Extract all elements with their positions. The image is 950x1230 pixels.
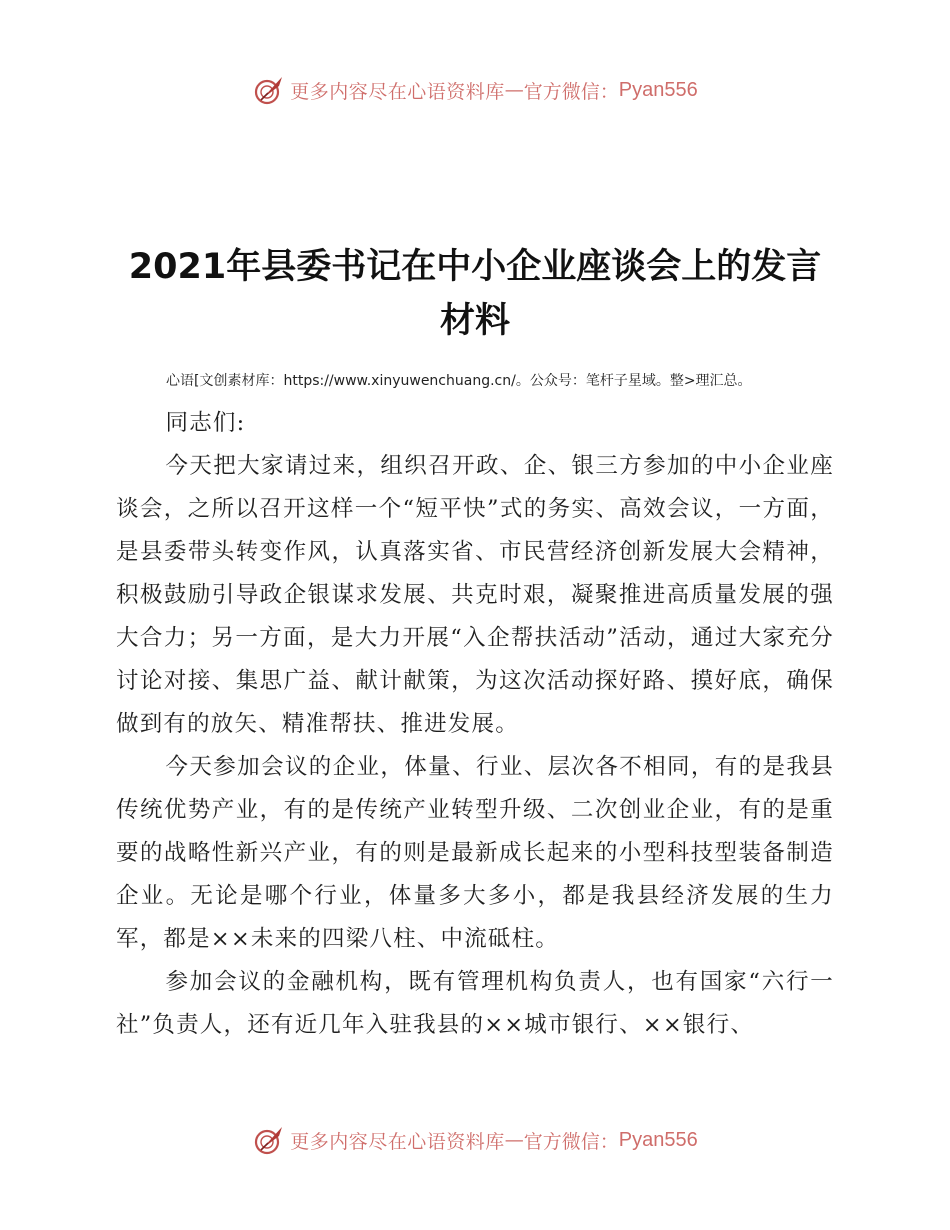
header-watermark-banner [0,68,950,112]
banner-wechat-label: 官方微信： [523,1130,619,1153]
quill-logo-icon [252,1123,286,1157]
banner-wechat-id: Pyan556 [618,78,698,101]
greeting: 同志们: [165,410,246,436]
document-title: 2021年县委书记在中小企业座谈会上的发言材料 [128,247,822,341]
paragraph-1: 今天把大家请过来，组织召开政、企、银三方参加的中小企业座谈会，之所以召开这样一个“短平快”式的务实、高效会议，一方面，是县委带头转变作风，认真落实省、市民营经济创新发展大会精神，积极鼓励引导政企银谋求发展、共克时艰，凝聚推进高质量发展的强大合力；另一方面，是大力开展“入企帮扶活动”活动，通过大家充分讨论对接、集思广益、献计献策，为这次活动探好路、摸好底，确保做到有的放矢、精准帮扶、推进发展。 [116,453,834,737]
banner-text: 更多内容尽在心语资料库 [290,80,505,103]
banner-text: 更多内容尽在心语资料库 [290,1130,505,1153]
paragraph-3: 参加会议的金融机构，既有管理机构负责人，也有国家“六行一社”负责人，还有近几年入驻我县的××城市银行、××银行、 [116,969,834,1038]
banner-wechat-id: Pyan556 [618,1128,698,1151]
paragraph-2: 今天参加会议的企业，体量、行业、层次各不相同，有的是我县传统优势产业，有的是传统产业转型升级、二次创业企业，有的是重要的战略性新兴产业，有的则是最新成长起来的小型科技型装备制造企业。无论是哪个行业，体量多大多小，都是我县经济发展的生力军，都是××未来的四梁八柱、中流砥柱。 [116,754,834,952]
banner-wechat-label: 官方微信： [523,80,619,103]
banner-separator: — [504,79,524,101]
document-body [116,402,834,1047]
footer-watermark-banner [0,1118,950,1162]
source-line: 心语[文创素材库：https://www.xinyuwenchuang.cn/。公众号：笔杆子星域。整>理汇总。 [166,373,752,389]
quill-logo-icon [252,73,286,107]
banner-separator: — [504,1129,524,1151]
